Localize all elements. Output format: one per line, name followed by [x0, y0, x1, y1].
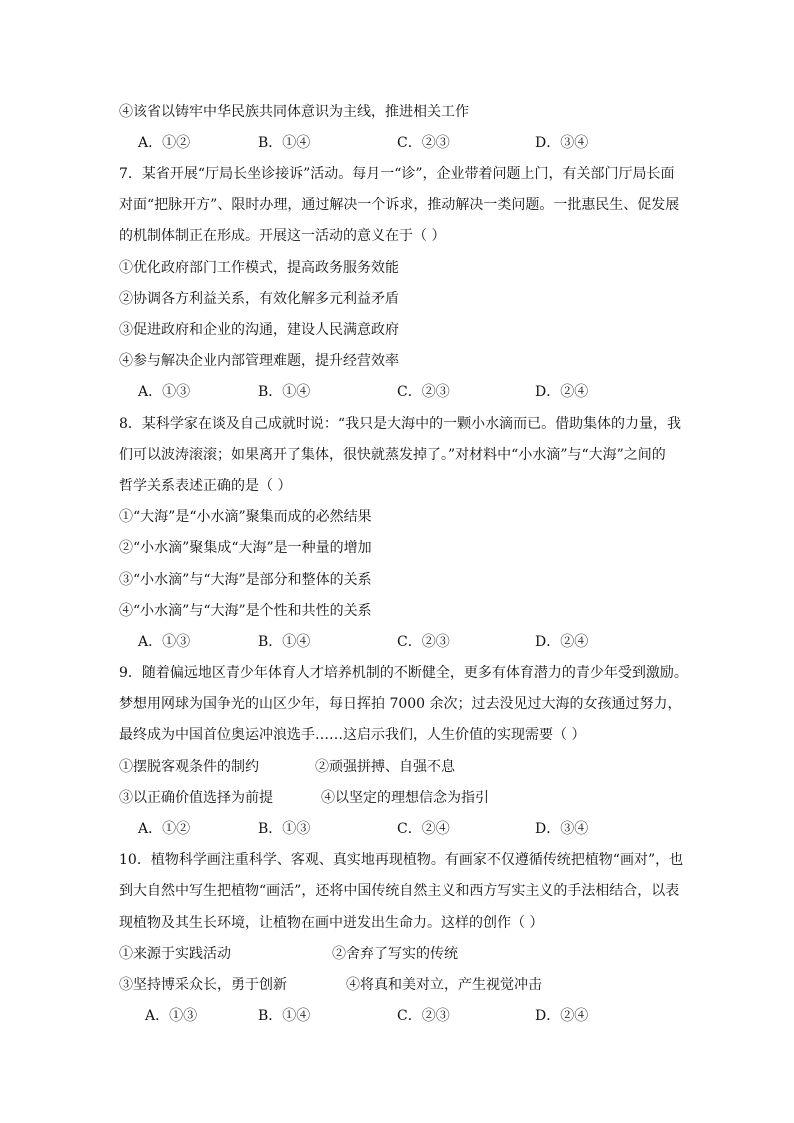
- q6-option-d[interactable]: D．③④: [535, 135, 589, 151]
- q8-option-d[interactable]: D．②④: [535, 634, 589, 650]
- q9-stem-line-1: 9．随着偏远地区青少年体育人才培养机制的不断健全，更多有体育潜力的青少年受到激励。: [119, 665, 688, 681]
- q8-statement-3: ③“小水滴”与“大海”是部分和整体的关系: [119, 572, 372, 588]
- q9-statement-2: ②顽强拼搏、自强不息: [315, 759, 455, 775]
- q10-statement-1: ①来源于实践活动: [119, 946, 231, 962]
- q9-option-b[interactable]: B．①③: [258, 821, 311, 837]
- q7-statement-3: ③促进政府和企业的沟通，建设人民满意政府: [119, 322, 399, 338]
- q10-statement-4: ④将真和美对立，产生视觉冲击: [346, 977, 542, 993]
- q8-option-b[interactable]: B．①④: [258, 634, 311, 650]
- q7-option-c[interactable]: C．②③: [397, 384, 450, 400]
- q10-option-b[interactable]: B．①④: [258, 1008, 311, 1024]
- q7-statement-1: ①优化政府部门工作模式，提高政务服务效能: [119, 260, 399, 276]
- q10-option-c[interactable]: C．②③: [397, 1008, 450, 1024]
- q9-option-a[interactable]: A．①②: [138, 821, 191, 837]
- q9-statement-1: ①摆脱客观条件的制约: [119, 759, 259, 775]
- q10-stem-line-3: 现植物及其生长环境，让植物在画中迸发出生命力。这样的创作（ ）: [119, 915, 544, 931]
- q7-stem-line-1: 7．某省开展“厅局长坐诊接诉”活动。每月一“诊”，企业带着问题上门，有关部门厅局长面: [119, 166, 675, 182]
- q8-stem-line-2: 们可以波涛滚滚；如果离开了集体，很快就蒸发掉了。”对材料中“小水滴”与“大海”之间的: [119, 447, 666, 463]
- q10-stem-line-2: 到大自然中写生把植物“画活”，还将中国传统自然主义和西方写实主义的手法相结合，以表: [119, 883, 680, 899]
- q9-option-c[interactable]: C．②④: [397, 821, 450, 837]
- q9-statement-4: ④以坚定的理想信念为指引: [321, 790, 489, 806]
- q8-option-a[interactable]: A．①③: [138, 634, 191, 650]
- q10-statement-3: ③坚持博采众长，勇于创新: [119, 977, 287, 993]
- q8-statement-2: ②“小水滴”聚集成“大海”是一种量的增加: [119, 540, 372, 556]
- q7-statement-4: ④参与解决企业内部管理难题，提升经营效率: [119, 353, 399, 369]
- q7-statement-2: ②协调各方利益关系，有效化解多元利益矛盾: [119, 291, 399, 307]
- q8-statement-4: ④“小水滴”与“大海”是个性和共性的关系: [119, 603, 372, 619]
- q7-option-b[interactable]: B．①④: [258, 384, 311, 400]
- q9-option-d[interactable]: D．③④: [535, 821, 589, 837]
- q8-stem-line-1: 8．某科学家在谈及自己成就时说：“我只是大海中的一颗小水滴而已。借助集体的力量，我: [119, 416, 682, 432]
- q6-option-b[interactable]: B．①④: [258, 135, 311, 151]
- q7-option-a[interactable]: A．①③: [138, 384, 191, 400]
- q7-stem-line-3: 的机制体制正在形成。开展这一活动的意义在于（ ）: [119, 228, 446, 244]
- q6-statement-4: ④该省以铸牢中华民族共同体意识为主线，推进相关工作: [119, 104, 469, 120]
- q9-statement-3: ③以正确价值选择为前提: [119, 790, 273, 806]
- q8-statement-1: ①“大海”是“小水滴”聚集而成的必然结果: [119, 509, 372, 525]
- q7-stem-line-2: 对面“把脉开方”、限时办理，通过解决一个诉求，推动解决一类问题。一批惠民生、促发展: [119, 197, 680, 213]
- q8-stem-line-3: 哲学关系表述正确的是（ ）: [119, 478, 292, 494]
- q7-option-d[interactable]: D．②④: [535, 384, 589, 400]
- q10-stem-line-1: 10．植物科学画注重科学、客观、真实地再现植物。有画家不仅遵循传统把植物“画对”，也: [119, 852, 684, 868]
- q10-option-a[interactable]: A．①③: [145, 1008, 198, 1024]
- q6-option-c[interactable]: C．②③: [397, 135, 450, 151]
- q10-option-d[interactable]: D．②④: [535, 1008, 589, 1024]
- q9-stem-line-3: 最终成为中国首位奥运冲浪选手……这启示我们，人生价值的实现需要（ ）: [119, 727, 586, 743]
- q10-statement-2: ②舍弃了写实的传统: [332, 946, 458, 962]
- q8-option-c[interactable]: C．②③: [397, 634, 450, 650]
- q9-stem-line-2: 梦想用网球为国争光的山区少年，每日挥拍 7000 余次；过去没见过大海的女孩通过努力，: [119, 696, 682, 712]
- q6-option-a[interactable]: A．①②: [138, 135, 191, 151]
